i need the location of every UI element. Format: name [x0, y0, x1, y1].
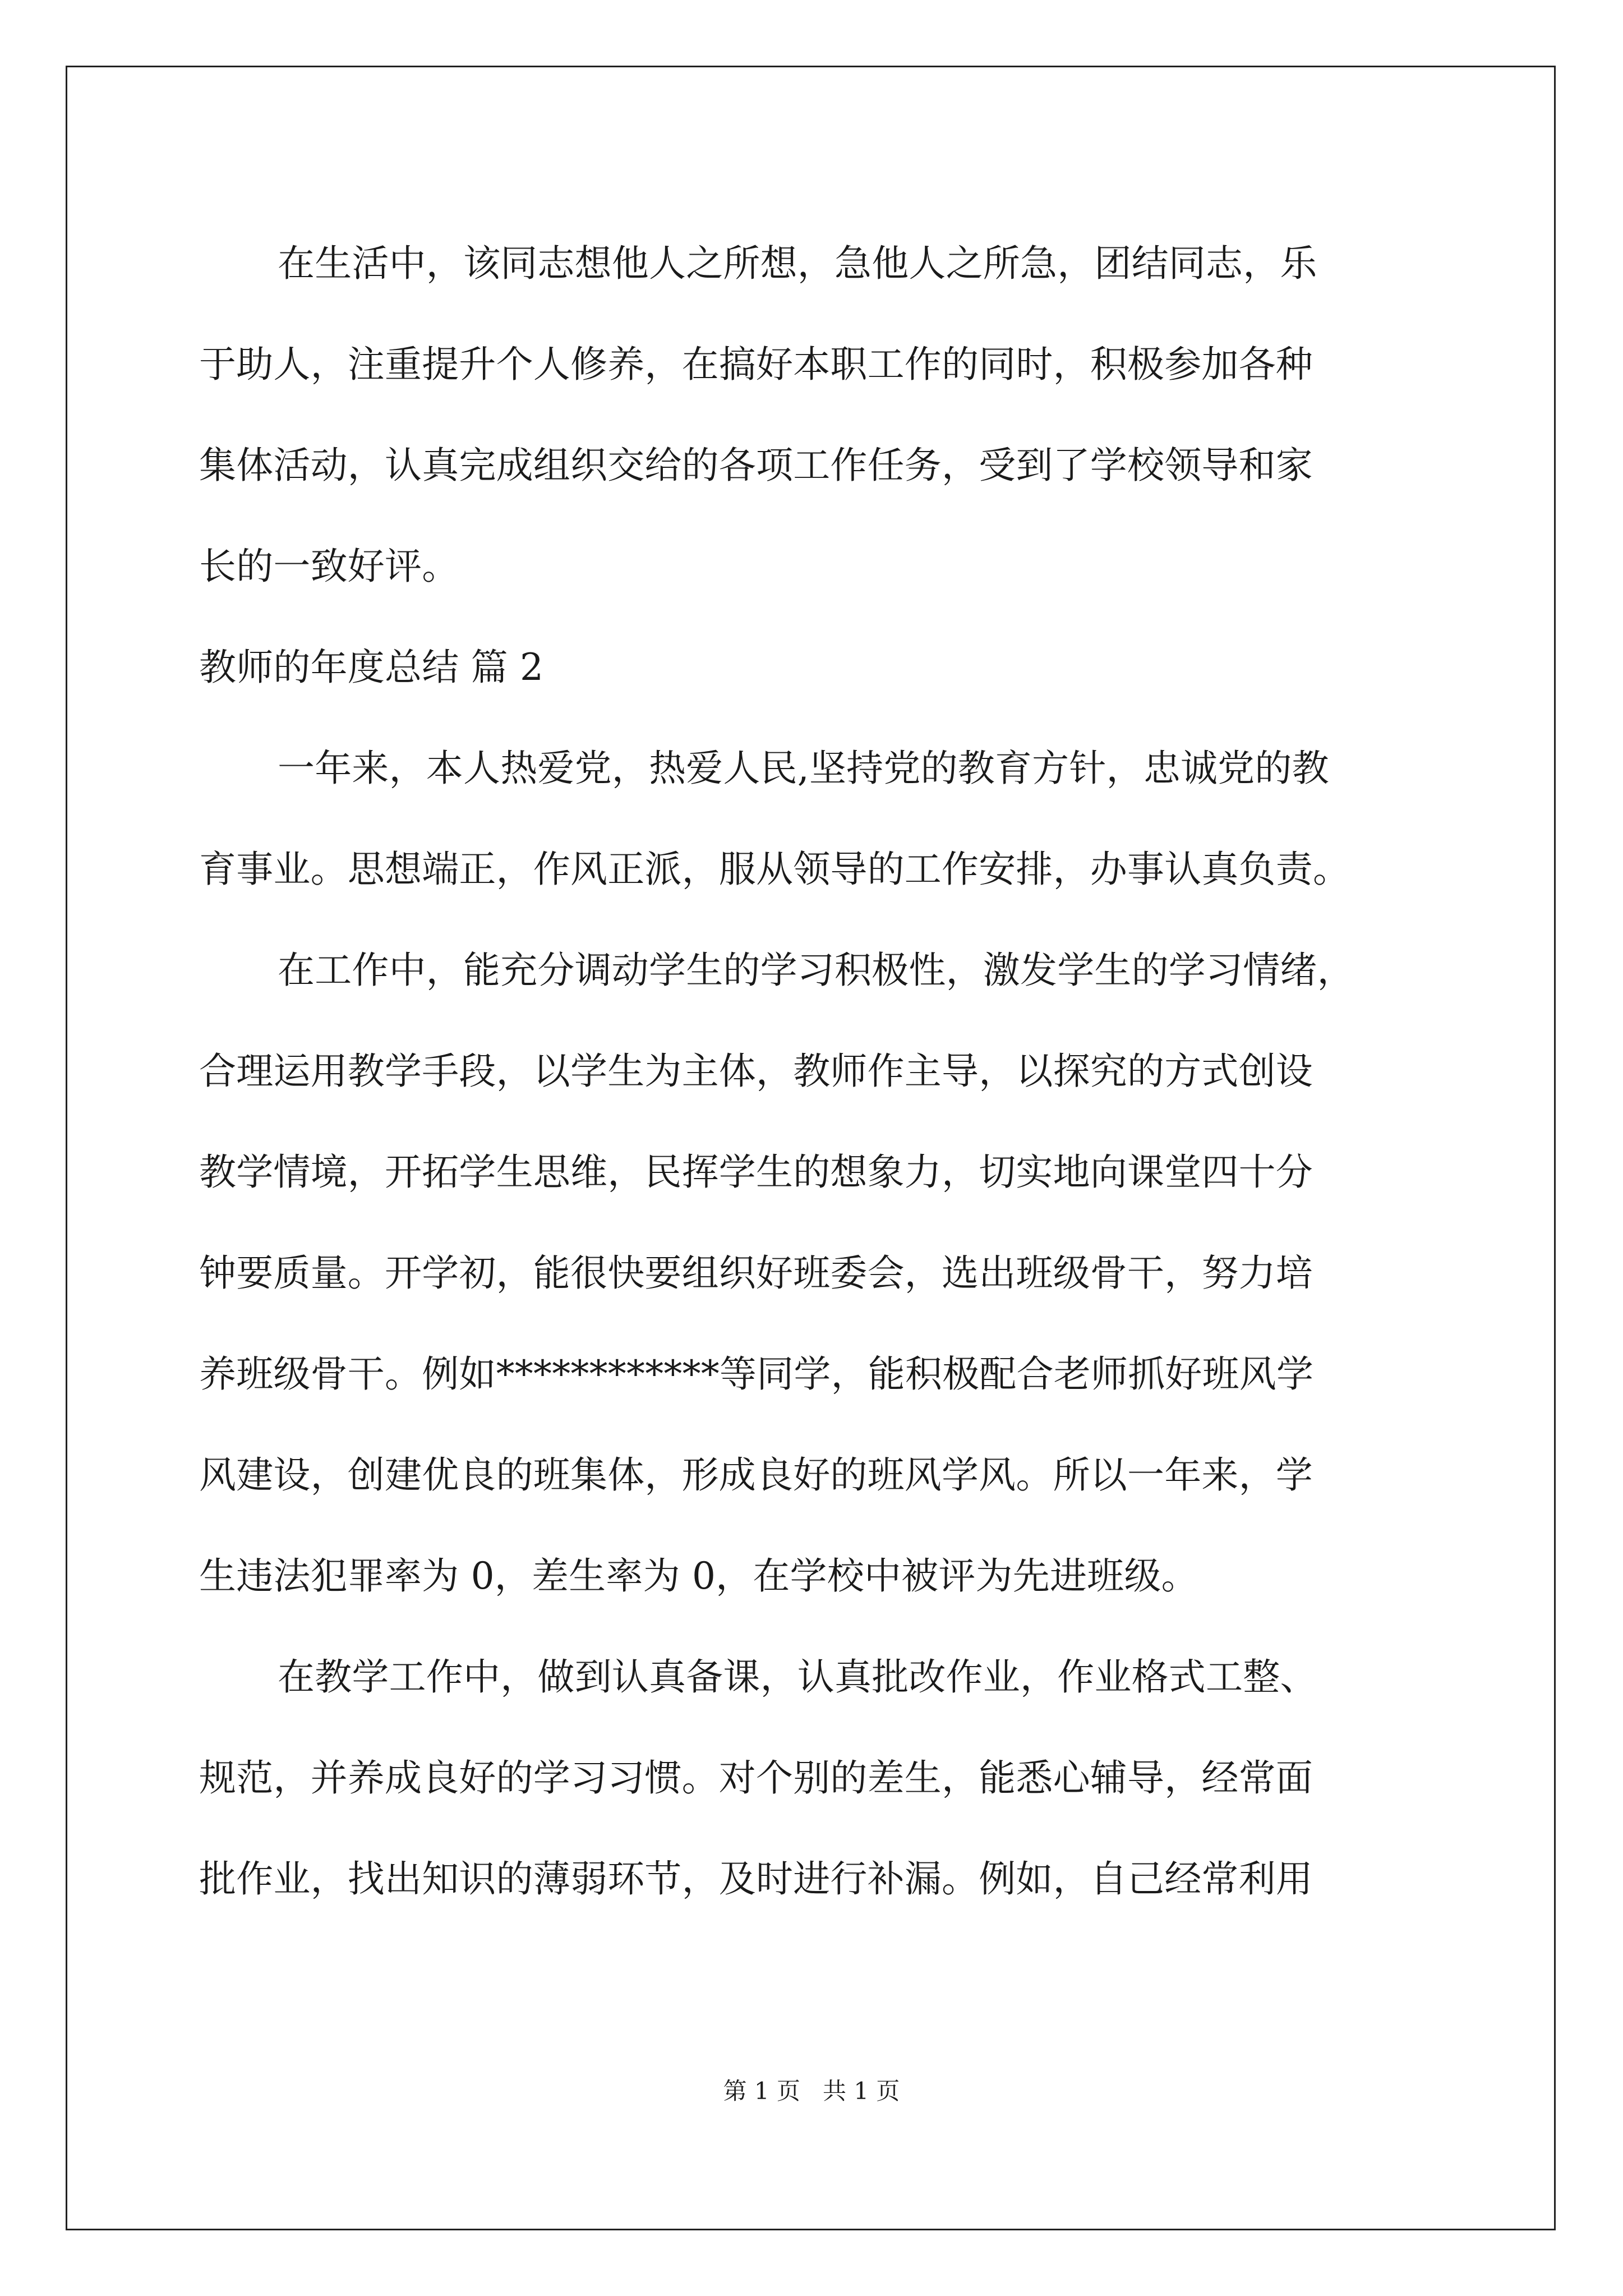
paragraph-line: 批作业，找出知识的薄弱环节，及时进行补漏。例如，自己经常利用 [199, 1857, 1313, 1901]
paragraph-line: 在教学工作中，做到认真备课，认真批改作业，作业格式工整、 [278, 1655, 1317, 1699]
paragraph-line: 集体活动，认真完成组织交给的各项工作任务，受到了学校领导和家 [199, 444, 1313, 487]
paragraph-line: 风建设，创建优良的班集体，形成良好的班风学风。所以一年来，学 [199, 1453, 1313, 1497]
paragraph-line: 生违法犯罪率为 0，差生率为 0，在学校中被评为先进班级。 [199, 1554, 1198, 1598]
page-number: 第 1 页 [723, 2077, 800, 2105]
paragraph-line: 长的一致好评。 [199, 545, 459, 588]
section-heading: 教师的年度总结 篇 2 [199, 646, 544, 689]
paragraph-line: 养班级骨干。例如************等同学，能积极配合老师抓好班风学 [199, 1352, 1314, 1396]
page-footer [0, 2074, 1623, 2108]
paragraph-line: 教学情境，开拓学生思维，民挥学生的想象力，切实地向课堂四十分 [199, 1151, 1313, 1194]
page-total: 共 1 页 [823, 2077, 900, 2105]
paragraph-line: 规范，并养成良好的学习习惯。对个别的差生，能悉心辅导，经常面 [199, 1756, 1313, 1800]
paragraph-line: 合理运用教学手段，以学生为主体，教师作主导，以探究的方式创设 [199, 1050, 1313, 1093]
paragraph-line: 于助人，注重提升个人修养，在搞好本职工作的同时，积极参加各种 [199, 343, 1313, 386]
paragraph-line: 钟要质量。开学初，能很快要组织好班委会，选出班级骨干，努力培 [199, 1251, 1313, 1295]
paragraph-line: 一年来，本人热爱党，热爱人民,坚持党的教育方针，忠诚党的教 [278, 747, 1329, 790]
paragraph-line: 在生活中，该同志想他人之所想，急他人之所急，团结同志，乐 [278, 242, 1317, 285]
paragraph-line: 在工作中，能充分调动学生的学习积极性，激发学生的学习情绪， [278, 949, 1354, 992]
paragraph-line: 育事业。思想端正，作风正派，服从领导的工作安排，办事认真负责。 [199, 848, 1350, 891]
document-body [199, 213, 1427, 1930]
